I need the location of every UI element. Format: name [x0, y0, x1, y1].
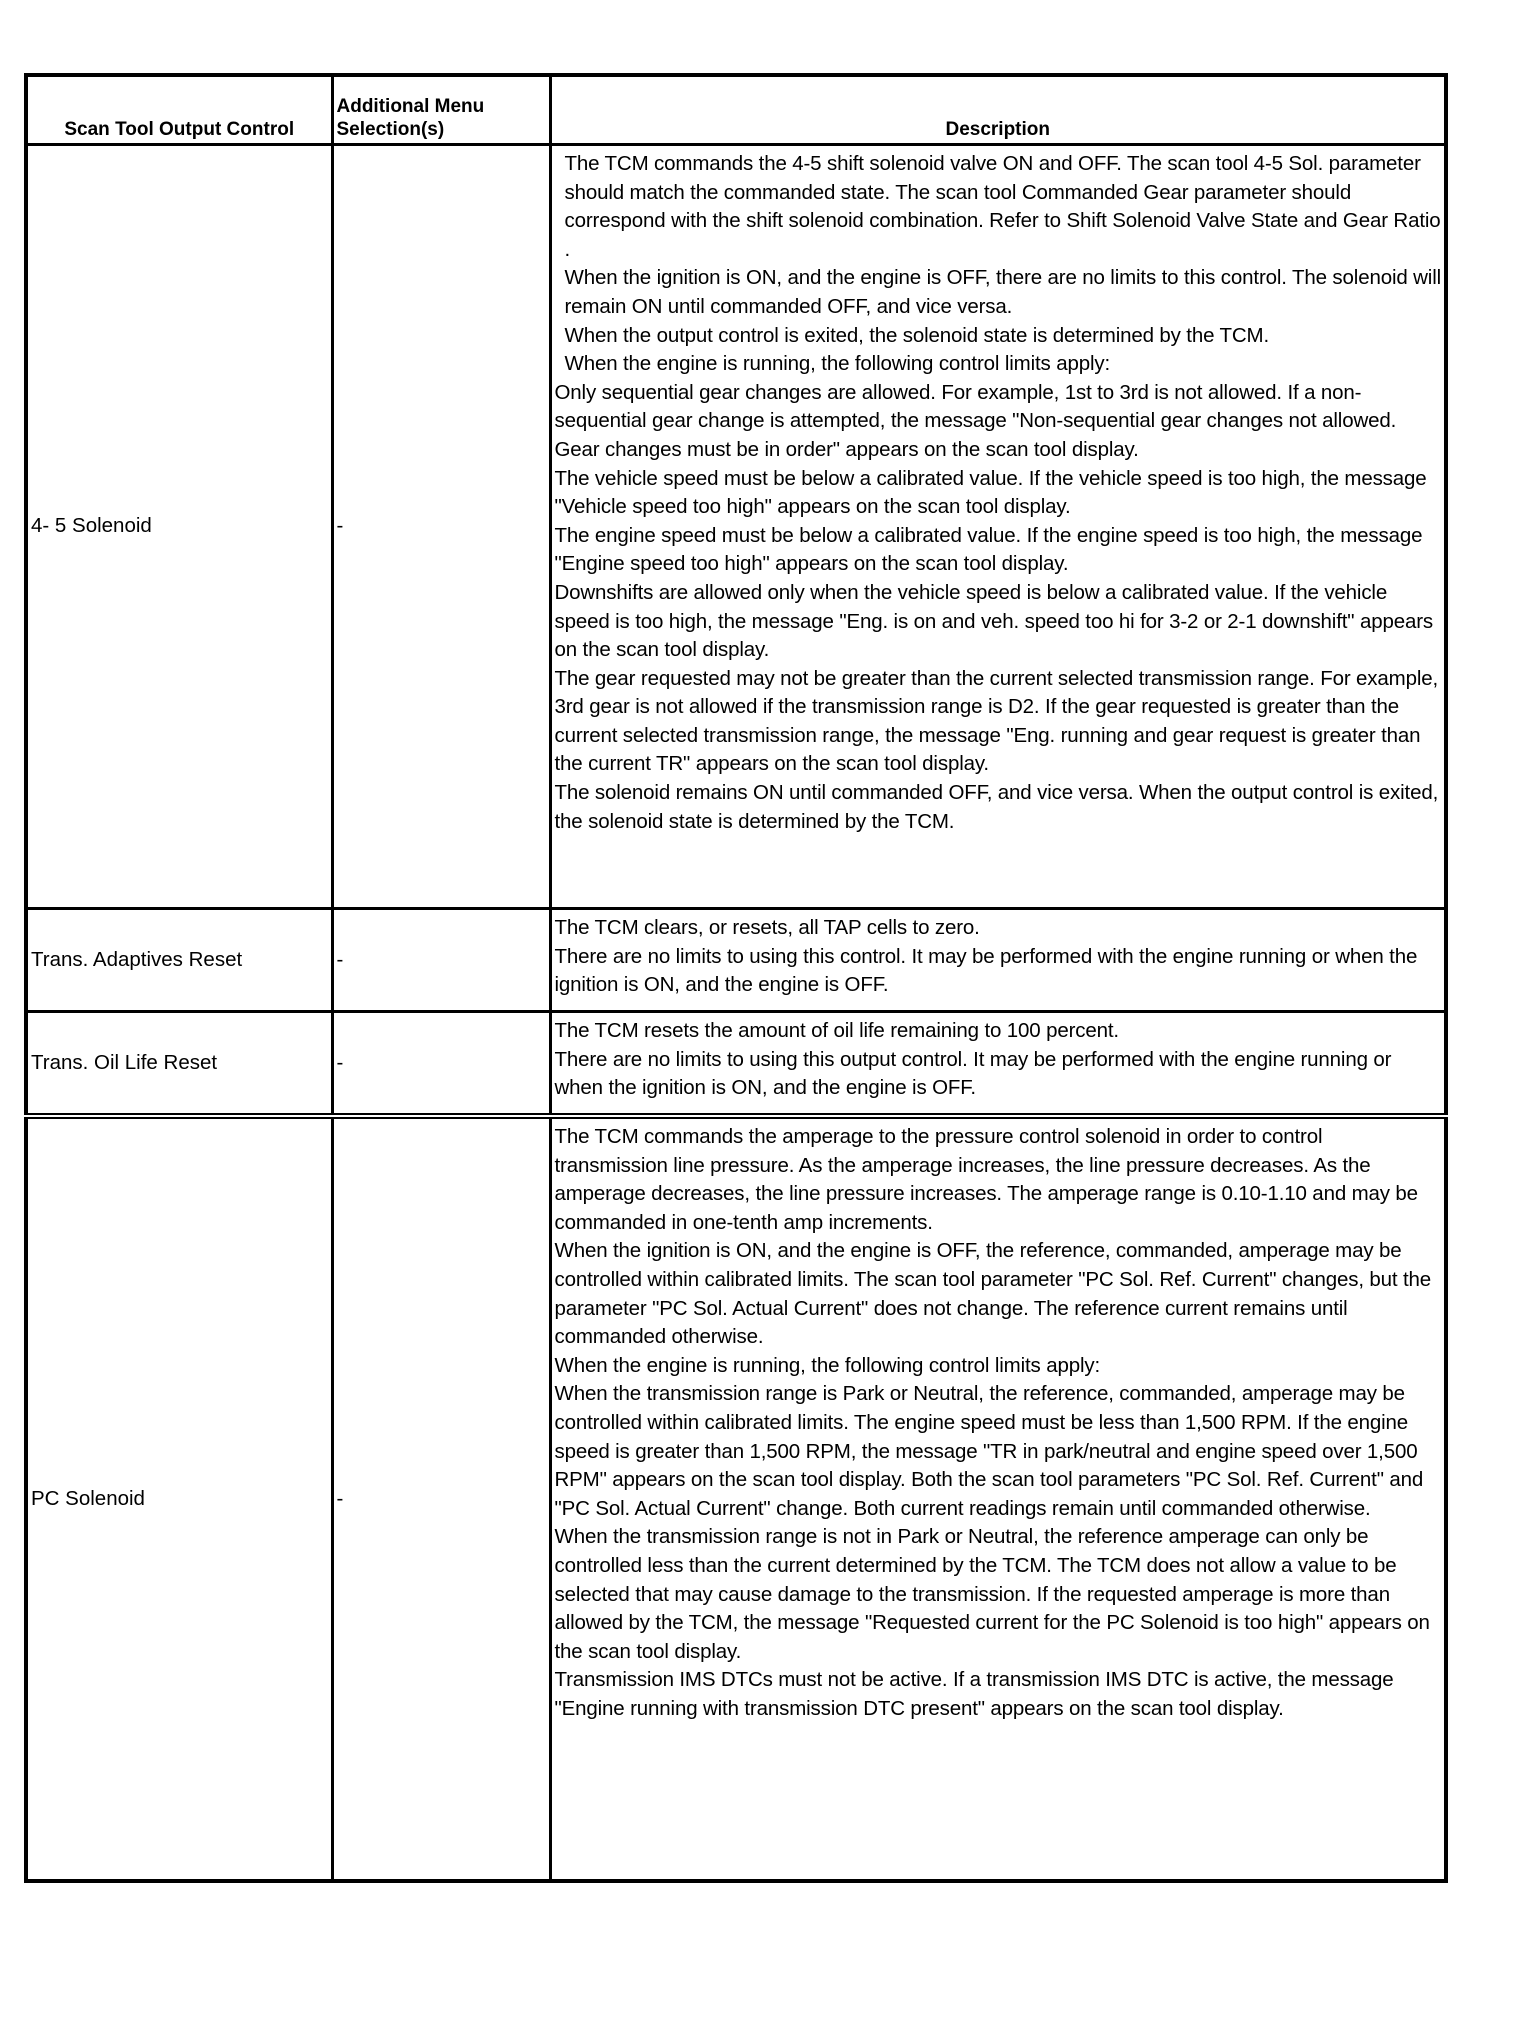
control-name: Trans. Oil Life Reset	[26, 1012, 332, 1117]
description-paragraph: When the transmission range is not in Park or Neutral, the reference amperage can only be controlled less than the current determined by the TCM. The TCM does not allow a value to be selected that may cause damage to the transmission. If the requested amperage is more than allowed by the TCM, the message "Requested current for the PC Solenoid is too high" appears on the scan tool display.	[554, 1525, 1430, 1663]
description-paragraph: When the engine is running, the following control limits apply:	[564, 352, 1110, 376]
control-name: PC Solenoid	[26, 1116, 332, 1881]
description-paragraph: The gear requested may not be greater than the current selected transmission range. For example, 3rd gear is not allowed if the transmission range is D2. If the gear requested is greater than the current selected transmission range, the message "Eng. running and gear request is greater than the current TR" appears on the scan tool display.	[554, 666, 1439, 776]
menu-selection: -	[332, 909, 550, 1012]
table-row	[26, 1012, 1446, 1117]
header-output-control: Scan Tool Output Control	[26, 75, 332, 145]
menu-selection: -	[332, 1116, 550, 1881]
description-paragraph: The TCM resets the amount of oil life remaining to 100 percent.	[554, 1019, 1119, 1042]
header-menu-selection: Additional Menu Selection(s)	[332, 75, 550, 145]
description-cell	[550, 1116, 1446, 1881]
description-paragraph: The TCM commands the 4-5 shift solenoid valve ON and OFF. The scan tool 4-5 Sol. parameter should match the commanded state. The scan tool Commanded Gear parameter should correspond with the shift solenoid combination. Refer to Shift Solenoid Valve State and Gear Ratio .	[564, 152, 1441, 261]
description-paragraph: There are no limits to using this output control. It may be performed with the engine running or when the ignition is ON, and the engine is OFF.	[554, 1047, 1392, 1100]
description-cell	[550, 145, 1446, 909]
description-paragraph: When the transmission range is Park or Neutral, the reference, commanded, amperage may be controlled within calibrated limits. The engine speed must be less than 1,500 RPM. If the engine speed is greater than 1,500 RPM, the message "TR in park/neutral and engine speed over 1,500 RPM" appears on the scan tool display. Both the scan tool parameters "PC Sol. Ref. Current" and "PC Sol. Actual Current" change. Both current readings remain until commanded otherwise.	[554, 1382, 1424, 1520]
menu-selection: -	[332, 145, 550, 909]
description-cell	[550, 1012, 1446, 1117]
description-paragraph: When the engine is running, the following control limits apply:	[554, 1353, 1100, 1377]
description-paragraph: Only sequential gear changes are allowed. For example, 1st to 3rd is not allowed. If a non-sequential gear change is attempted, the message "Non-sequential gear changes not allowed. Gear changes must be in order" appears on the scan tool display.	[554, 380, 1397, 461]
table-row	[26, 1116, 1446, 1881]
output-control-table	[24, 73, 1448, 1883]
table-row	[26, 145, 1446, 909]
description-paragraph: The TCM clears, or resets, all TAP cells to zero.	[554, 916, 980, 939]
control-name: Trans. Adaptives Reset	[26, 909, 332, 1012]
description-paragraph: The vehicle speed must be below a calibrated value. If the vehicle speed is too high, the message "Vehicle speed too high" appears on the scan tool display.	[554, 466, 1427, 519]
description-paragraph: When the ignition is ON, and the engine is OFF, there are no limits to this control. The solenoid will remain ON until commanded OFF, and vice versa.	[564, 266, 1442, 318]
description-paragraph: Downshifts are allowed only when the vehicle speed is below a calibrated value. If the vehicle speed is too high, the message "Eng. is on and veh. speed too hi for 3-2 or 2-1 downshift" appears on the scan tool display.	[554, 580, 1433, 662]
control-name: 4- 5 Solenoid	[26, 145, 332, 909]
description-paragraph: The TCM commands the amperage to the pressure control solenoid in order to control transmission line pressure. As the amperage increases, the line pressure decreases. As the amperage decreases, the line pressure increases. The amperage range is 0.10-1.10 and may be commanded in one-tenth amp increments.	[554, 1125, 1418, 1234]
description-paragraph: When the ignition is ON, and the engine is OFF, the reference, commanded, amperage may be controlled within calibrated limits. The scan tool parameter "PC Sol. Ref. Current" changes, but the parameter "PC Sol. Actual Current" does not change. The reference current remains until commanded otherwise.	[554, 1239, 1432, 1349]
menu-selection: -	[332, 1012, 550, 1117]
description-cell	[550, 909, 1446, 1012]
description-paragraph: The engine speed must be below a calibrated value. If the engine speed is too high, the message "Engine speed too high" appears on the scan tool display.	[554, 523, 1423, 576]
description-paragraph: When the output control is exited, the solenoid state is determined by the TCM.	[564, 323, 1270, 347]
description-paragraph: The solenoid remains ON until commanded OFF, and vice versa. When the output control is exited, the solenoid state is determined by the TCM.	[554, 781, 1439, 833]
description-paragraph: Transmission IMS DTCs must not be active. If a transmission IMS DTC is active, the message "Engine running with transmission DTC present" appears on the scan tool display.	[554, 1668, 1394, 1720]
header-row	[26, 75, 1446, 145]
description-paragraph: There are no limits to using this control. It may be performed with the engine running or when the ignition is ON, and the engine is OFF.	[554, 944, 1418, 997]
table-row	[26, 909, 1446, 1012]
header-description: Description	[550, 75, 1446, 145]
